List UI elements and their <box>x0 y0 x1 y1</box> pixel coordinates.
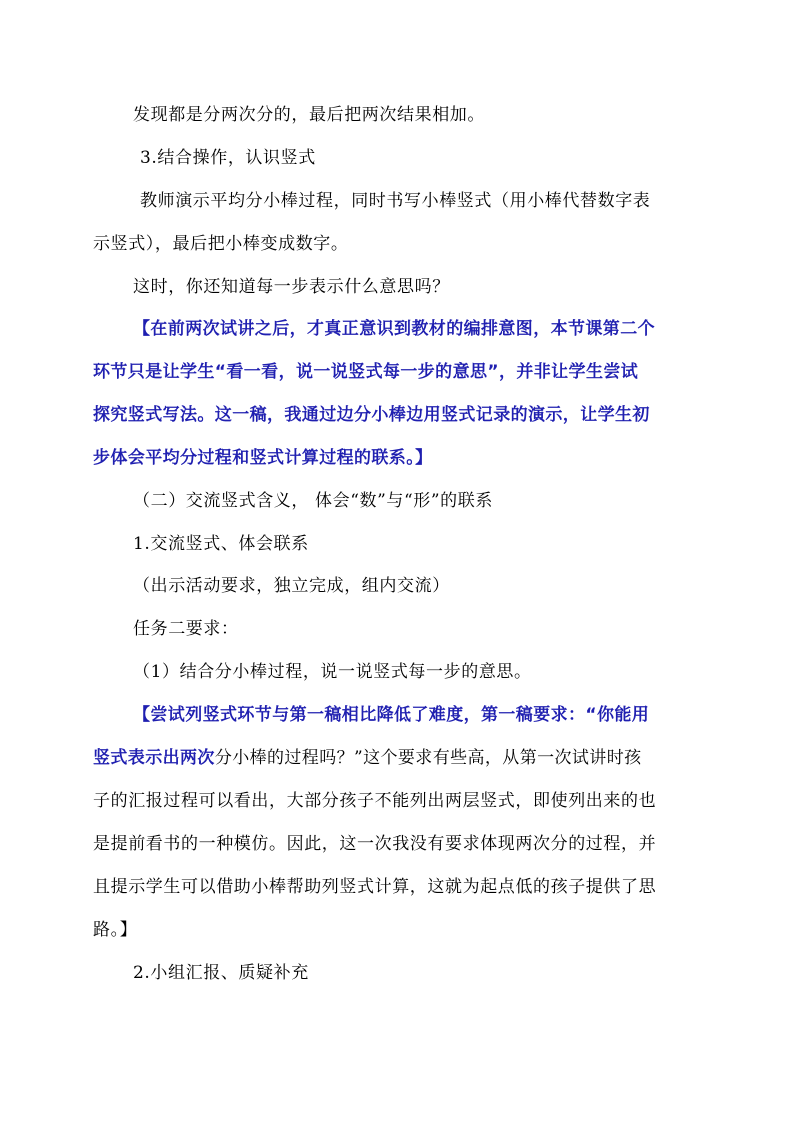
note-text-segment: 分小棒的过程吗？”这个要求有些高，从第一次试讲时孩 <box>214 748 642 768</box>
teacher-note-line <box>93 747 642 769</box>
paragraph-text: 发现都是分两次分的，最后把两次结果相加。 <box>133 105 485 125</box>
paragraph-text: （出示活动要求，独立完成，组内交流） <box>133 576 450 596</box>
teacher-note-line: 【在前两次试讲之后，才真正意识到教材的编排意图，本节课第二个 <box>133 319 655 339</box>
note-continuation-line: 路。】 <box>93 920 138 940</box>
teacher-note-line: 环节只是让学生“看一看，说一说竖式每一步的意思”，并非让学生尝试 <box>93 362 639 382</box>
paragraph-text: 任务二要求： <box>133 619 239 639</box>
paragraph-text: 示竖式），最后把小棒变成数字。 <box>93 234 349 254</box>
note-continuation-line: 且提示学生可以借助小棒帮助列竖式计算，这就为起点低的孩子提供了思 <box>93 877 657 897</box>
paragraph-text: 这时，你还知道每一步表示什么意思吗？ <box>133 277 450 297</box>
note-text-segment: 竖式表示出 <box>93 748 180 768</box>
paragraph-text: （1）结合分小棒过程，说一说竖式每一步的意思。 <box>133 662 532 682</box>
teacher-note-line: 探究竖式写法。这一稿，我通过边分小棒边用竖式记录的演示，让学生初 <box>93 405 650 425</box>
teacher-note-line: 步体会平均分过程和竖式计算过程的联系。】 <box>93 448 433 468</box>
section-heading: （二）交流竖式含义， 体会“数”与“形”的联系 <box>133 491 493 511</box>
note-continuation-line: 子的汇报过程可以看出，大部分孩子不能列出两层竖式，即使列出来的也 <box>93 791 657 811</box>
section-heading: 3.结合操作，认识竖式 <box>140 148 316 168</box>
teacher-note-line: 【尝试列竖式环节与第一稿相比降低了难度，第一稿要求：“你能用 <box>133 705 650 725</box>
note-continuation-line: 是提前看书的一种模仿。因此，这一次我没有要求体现两次分的过程，并 <box>93 834 657 854</box>
emphasized-text: 两次 <box>180 748 215 768</box>
subsection-heading: 1.交流竖式、体会联系 <box>133 534 309 554</box>
subsection-heading: 2.小组汇报、质疑补充 <box>133 963 309 983</box>
paragraph-text: 教师演示平均分小棒过程，同时书写小棒竖式（用小棒代替数字表 <box>140 191 651 211</box>
